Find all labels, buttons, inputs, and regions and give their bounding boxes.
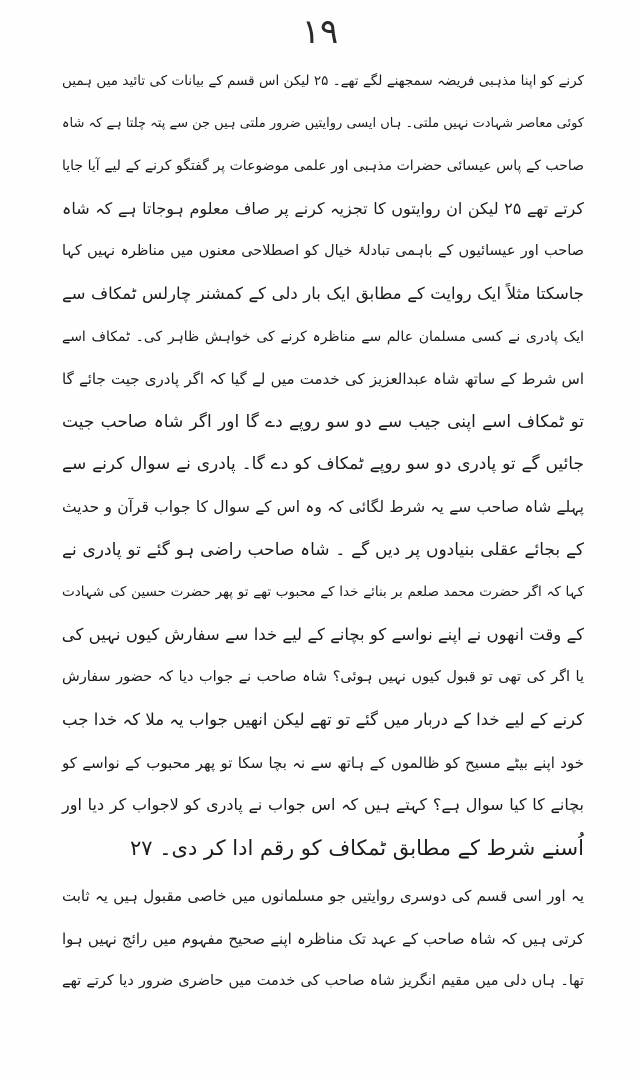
- text-line: ایک پادری نے کسی مسلمان عالم سے مناظرہ کرنے کی خواہش ظاہر کی۔ ٹمکاف اسے: [62, 328, 584, 345]
- text-line: اُسنے شرط کے مطابق ٹمکاف کو رقم ادا کر دی۔ ۲۷: [130, 835, 584, 860]
- body-text: [62, 60, 584, 1003]
- paragraph-2: [62, 875, 584, 1003]
- text-line: کے بجائے عقلی بنیادوں پر دیں گے ۔ شاہ صاحب راضی ہو گئے تو پادری نے: [62, 539, 584, 560]
- text-line: کرتے تھے ۲۵ لیکن ان روایتوں کا تجزیہ کرنے پر صاف معلوم ہوجاتا ہے کہ شاہ: [62, 198, 584, 218]
- text-line: خود اپنے بیٹے مسیح کو ظالموں کے ہاتھ سے نہ بچا سکا تو پھر محبوب کے نواسے کو: [62, 753, 584, 772]
- text-line: جائیں گے تو پادری دو سو روپے ٹمکاف کو دے گا۔ پادری نے سوال کرنے سے: [62, 454, 584, 475]
- page-number: ۱۹: [301, 12, 339, 52]
- text-line: اس شرط کے ساتھ شاہ عبدالعزیز کی خدمت میں لے گیا کہ اگر پادری جیت جائے گا: [62, 370, 584, 389]
- text-line: پہلے شاہ صاحب سے یہ شرط لگائی کہ وہ اس کے سوال کا جواب قرآن و حدیث: [62, 497, 584, 516]
- text-line: تو ٹمکاف اسے اپنی جیب سے دو سو روپے دے گا اور اگر شاہ صاحب جیت: [62, 411, 584, 432]
- text-line: جاسکتا مثلاً ایک روایت کے مطابق ایک بار دلی کے کمشنر چارلس ٹمکاف سے: [62, 283, 584, 303]
- text-line: بچانے کا کیا سوال ہے؟ کہتے ہیں کہ اس جواب نے پادری کو لاجواب کر دیا اور: [62, 795, 584, 815]
- text-line: کوئی معاصر شہادت نہیں ملتی۔ ہاں ایسی روایتیں ضرور ملتی ہیں جن سے پتہ چلتا ہے کہ شاہ: [61, 115, 584, 131]
- text-line: کرنے کو اپنا مذہبی فریضہ سمجھنے لگے تھے۔ ۲۵ لیکن اس قسم کے بیانات کی تائید میں ہمیں: [62, 73, 584, 89]
- text-line: یہ اور اسی قسم کی دوسری روایتیں جو مسلمانوں میں خاصی مقبول ہیں یہ ثابت: [62, 887, 584, 906]
- text-line: کرنے کے لیے خدا کے دربار میں گئے تو تھے لیکن انھیں جواب یہ ملا کہ خدا جب: [62, 709, 584, 729]
- text-line: صاحب کے پاس عیسائی حضرات مذہبی اور علمی موضوعات پر گفتگو کرنے کے لیے آیا جایا: [62, 158, 584, 175]
- paragraph-1: [62, 60, 584, 869]
- text-line: کے وقت انھوں نے اپنے نواسے کو بچانے کے لیے خدا سے سفارش کیوں نہیں کی: [61, 624, 584, 644]
- text-line: کہا کہ اگر حضرت محمد صلعم بر بنائے خدا کے محبوب تھے تو پھر حضرت حسین کی شہادت: [62, 584, 584, 601]
- text-line: صاحب اور عیسائیوں کے باہمی تبادلۂ خیال کو اصطلاحی معنوں میں مناظرہ نہیں کہا: [62, 243, 584, 260]
- text-line: کرتی ہیں کہ شاہ صاحب کے عہد تک مناظرہ اپنے صحیح مفہوم میں رائج نہیں ہوا: [62, 929, 584, 948]
- text-line: یا اگر کی تھی تو قبول کیوں نہیں ہوئی؟ شاہ صاحب نے جواب دیا کہ حضور سفارش: [62, 669, 584, 686]
- text-line: تھا۔ ہاں دلی میں مقیم انگریز شاہ صاحب کی خدمت میں حاضری ضرور دیا کرتے تھے: [62, 973, 584, 990]
